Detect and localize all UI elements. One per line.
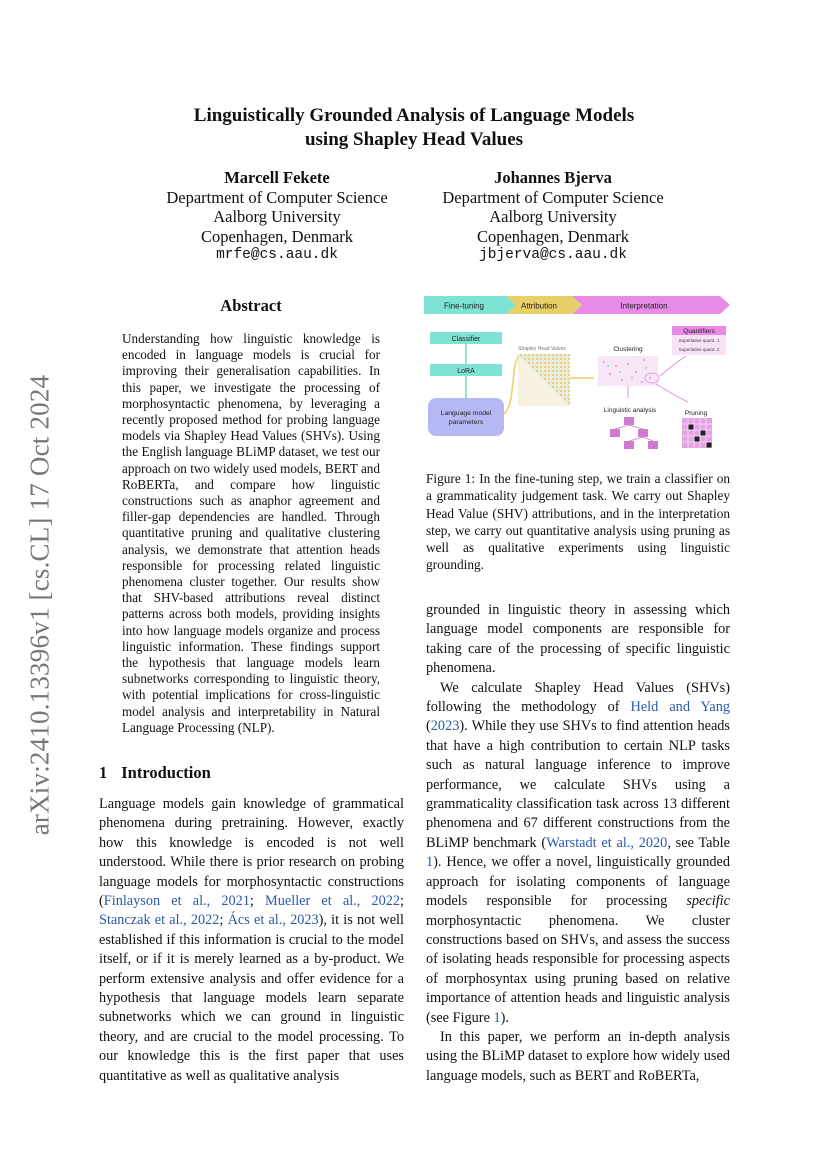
citation-link[interactable]: Finlayson et al., 2021 [103,893,250,910]
stage-interpretation-label: Interpretation [620,301,668,311]
language-model-label: Language model [440,410,492,417]
quantifiers-label: Quantifiers [683,328,715,335]
author-city: Copenhagen, Denmark [200,226,354,246]
pruning-grid [682,418,712,448]
syntax-tree [610,417,658,449]
author-city: Copenhagen, Denmark [476,226,630,246]
shapley-head-values-label: Shapley Head Values [518,346,566,352]
citation-link[interactable]: Stanczak et al., 2022 [99,912,220,929]
stage-attribution-label: Attribution [520,301,558,311]
paper-title [100,104,728,152]
author-name: Marcell Fekete [224,168,330,187]
figure-1-caption: Figure 1: In the fine-tuning step, we train a classifier on a grammaticality judgement task. We carry out Shapley Head Value (SHV) attributions, and in the interpretation step, we carry out quantitative analysis using pruning as well as qualitative experiments using linguistic grounding. [426,471,730,573]
section-heading-introduction [99,763,211,783]
author-university: Aalborg University [213,207,341,226]
paragraph: In this paper, we perform an in-depth analysis using the BLiMP dataset to explore how widely used language models, such as BERT and RoBERTa, [426,1028,730,1084]
svg-text:parameters: parameters [448,419,484,426]
citation-link[interactable]: Warstadt et al., 2020 [546,834,668,851]
author-email[interactable]: jbjerva@cs.aau.dk [479,247,627,263]
lora-label: LoRA [457,368,475,375]
citation-link[interactable]: Held and Yang [630,699,730,716]
paragraph: We calculate Shapley Head Values (SHVs) following the methodology of Held and Yang (2023). While they use SHVs to find attention heads that have a high contribution to certain NLP tasks such as natural language inference to improve performance, we calculate SHVs using a grammaticality classification task across 13 different phenomena and 67 different constructions from the BLiMP benchmark (Warstadt et al., 2020, see Table 1). Hence, we offer a novel, linguistically grounded approach for isolating components of language models responsible for processing specific morphosyntactic phenomena. We cluster constructions based on SHVs, and assess the success of isolating heads responsible for processing aspects of morphosyntax using pruning based on relative importance of attention heads and linguistic analysis (see Figure 1). [426,679,730,1026]
table-reference-link[interactable]: 1 [426,854,434,871]
clustering-label: Clustering [613,346,643,353]
section-title: Introduction [121,763,211,782]
arxiv-identifier: arXiv:2410.13396v1 [cs.CL] 17 Oct 2024 [24,374,55,836]
quantifier-item-1: Superlative quant. 1 [678,338,720,343]
classifier-label: Classifier [451,336,481,343]
section-number: 1 [99,763,108,782]
clustering-scatter [598,356,658,386]
introduction-paragraph: Language models gain knowledge of grammatical phenomena during pretraining. However, exactly how this knowledge is encoded is not well understood. While there is prior research on probing language models for morphosyntactic constructions (Finlayson et al., 2021; Mueller et al., 2022; Stanczak et al., 2022; Ács et al., 2023), it is not well established if this information is crucial to the model itself, or if it is merely learned as a by-product. We perform extensive analysis and offer evidence for a hypothesis that language models learn separate subnetworks which we can ground in linguistic theory, and are crucial to the model processing. To our knowledge this is the first paper that uses quantitative as well as qualitative analysis [99,796,405,1084]
author-department: Department of Computer Science [442,187,664,207]
figure-1-pipeline-diagram [424,294,734,464]
abstract-text: Understanding how linguistic knowledge is encoded in language models is crucial for improving their generalisation capabilities. In this paper, we investigate the processing of morphosyntactic phenomena, by leveraging a recently proposed method for probing language models via Shapley Head Values (SHVs). Using the English language BLiMP dataset, we test our approach on two widely used models, BERT and RoBERTa, and compare how linguistic constructions such as anaphor agreement and filler-gap dependencies are handled. Through quantitative pruning and qualitative clustering analysis, we demonstrate that attention heads responsible for processing related linguistic phenomena cluster together. Our results show that SHV-based attributions reveal distinct patterns across both models, providing insights into how language models organize and process linguistic information. These findings support the hypothesis that language models learn subnetworks corresponding to linguistic theory, with potential implications for cross-linguistic model analysis and interpretability in Natural Language Processing (NLP). [122,331,380,735]
author-block-2 [403,168,703,266]
figure-reference-link[interactable]: 1 [493,1009,501,1026]
abstract-heading: Abstract [220,296,282,315]
citation-link[interactable]: Mueller et al., 2022 [265,893,401,910]
title-line-2: using Shapley Head Values [304,129,524,150]
arrow-to-attribution [504,354,520,414]
paragraph: grounded in linguistic theory in assessing which language model components are responsible for taking care of the processing of specific linguistic phenomena. [426,602,730,677]
author-university: Aalborg University [489,207,617,226]
author-block-1 [127,168,427,266]
citation-link[interactable]: Ács et al., 2023 [227,912,319,929]
author-email[interactable]: mrfe@cs.aau.dk [216,247,338,263]
author-name: Johannes Bjerva [494,168,612,187]
title-line-1: Linguistically Grounded Analysis of Language Models [193,105,635,126]
linguistic-analysis-label: Linguistic analysis [603,407,657,414]
right-column-body [426,601,730,1086]
language-model-box [428,398,504,436]
stage-fine-tuning-label: Fine-tuning [443,301,485,311]
quantifier-item-2: Superlative quant. 2 [678,347,720,352]
author-department: Department of Computer Science [166,187,388,207]
pruning-label: Pruning [684,410,708,417]
citation-link[interactable]: 2023 [430,718,460,735]
